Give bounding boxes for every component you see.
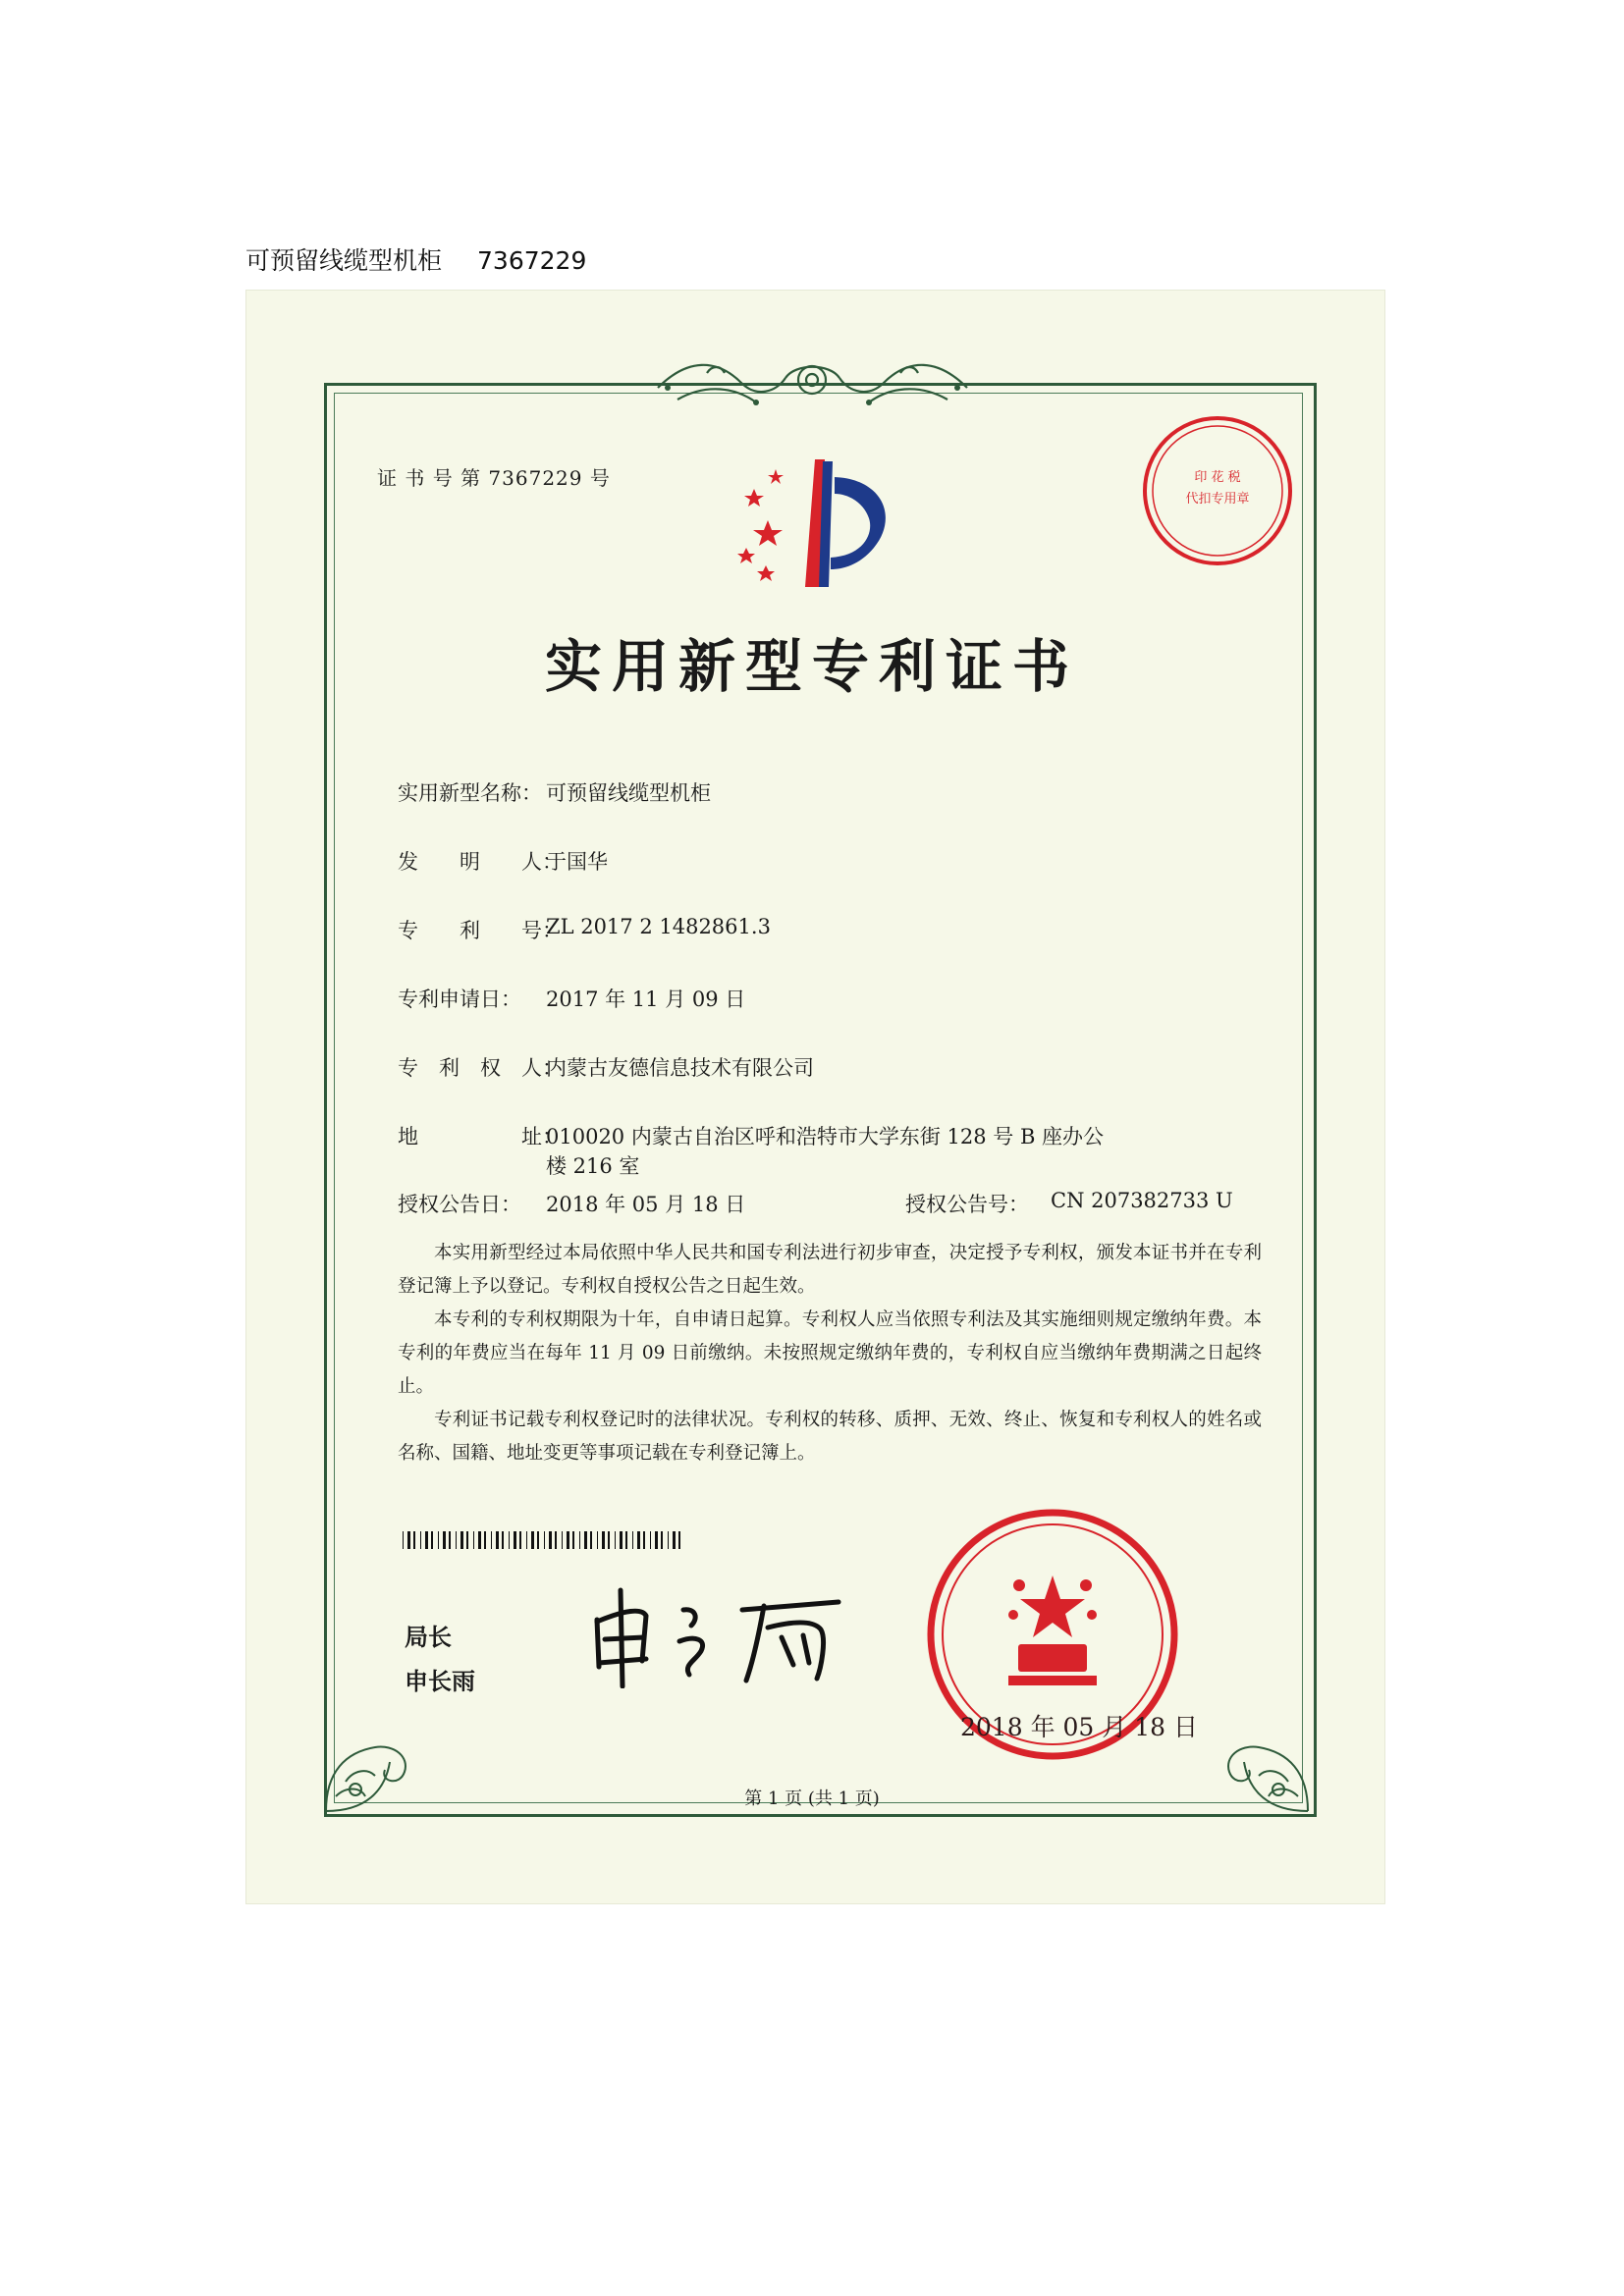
body-paragraph: 专利证书记载专利权登记时的法律状况。专利权的转移、质押、无效、终止、恢复和专利权人的姓名或名称、国籍、地址变更等事项记载在专利登记簿上。 bbox=[398, 1410, 1262, 1464]
barcode-bar bbox=[484, 1531, 486, 1549]
tax-stamp-seal-icon bbox=[1139, 412, 1296, 569]
field-label-address: 地 址： bbox=[398, 1125, 563, 1148]
field-value-patentee: 内蒙古友德信息技术有限公司 bbox=[546, 1056, 814, 1080]
barcode-bar bbox=[425, 1531, 428, 1549]
barcode-bar bbox=[608, 1531, 610, 1549]
barcode-bar bbox=[602, 1531, 605, 1549]
barcode-bar bbox=[403, 1531, 404, 1549]
barcode-bar bbox=[443, 1531, 446, 1549]
barcode-bar bbox=[625, 1531, 627, 1549]
certificate-number: 证 书 号 第 7367229 号 bbox=[377, 466, 611, 490]
barcode-bar bbox=[673, 1531, 676, 1549]
field-label-inventor: 发 明 人： bbox=[398, 850, 563, 874]
seal-date: 2018 年 05 月 18 日 bbox=[960, 1713, 1198, 1741]
field-label-pub-no: 授权公告号： bbox=[905, 1193, 1029, 1216]
barcode-bar bbox=[650, 1531, 651, 1549]
barcode-bar bbox=[555, 1531, 557, 1549]
barcode-bar bbox=[407, 1531, 410, 1549]
caption-title: 可预留线缆型机柜 bbox=[245, 246, 443, 275]
certificate-body bbox=[398, 1237, 1262, 1470]
caption-number: 7367229 bbox=[477, 246, 587, 275]
barcode-bar bbox=[531, 1531, 534, 1549]
barcode-bar bbox=[438, 1531, 439, 1549]
field-value-patent-no: ZL 2017 2 1482861.3 bbox=[546, 915, 771, 938]
barcode-bar bbox=[579, 1531, 580, 1549]
field-value-name: 可预留线缆型机柜 bbox=[546, 781, 711, 805]
barcode-bar bbox=[502, 1531, 504, 1549]
field-value-pub-no: CN 207382733 U bbox=[1051, 1189, 1233, 1212]
barcode-bar bbox=[572, 1531, 574, 1549]
page-footer: 第 1 页 (共 1 页) bbox=[744, 1789, 880, 1809]
barcode-bar bbox=[597, 1531, 598, 1549]
barcode-bar bbox=[431, 1531, 433, 1549]
barcode-bar bbox=[668, 1531, 669, 1549]
director-name: 申长雨 bbox=[405, 1668, 475, 1695]
director-title: 局长 bbox=[405, 1624, 452, 1651]
field-label-grant-date: 授权公告日： bbox=[398, 1193, 521, 1216]
barcode-bar bbox=[678, 1531, 680, 1549]
certificate-title: 实用新型专利证书 bbox=[544, 633, 1079, 700]
barcode-bar bbox=[478, 1531, 481, 1549]
barcode-bar bbox=[420, 1531, 421, 1549]
barcode-bar bbox=[473, 1531, 474, 1549]
barcode-bar bbox=[615, 1531, 616, 1549]
barcode-bar bbox=[496, 1531, 499, 1549]
field-value-address: 010020 内蒙古自治区呼和浩特市大学东街 128 号 B 座办公 bbox=[546, 1125, 1105, 1148]
patent-emblem-icon bbox=[727, 450, 913, 597]
field-value-inventor: 于国华 bbox=[546, 850, 608, 874]
barcode-bar bbox=[460, 1531, 463, 1549]
field-label-patent-no: 专 利 号： bbox=[398, 919, 563, 942]
barcode-bar bbox=[584, 1531, 587, 1549]
field-label-filing-date: 专利申请日： bbox=[398, 988, 521, 1011]
barcode-bar bbox=[562, 1531, 563, 1549]
field-label-name: 实用新型名称： bbox=[398, 781, 542, 805]
barcode-bar bbox=[514, 1531, 516, 1549]
page-caption bbox=[245, 241, 586, 277]
barcode-bar bbox=[456, 1531, 457, 1549]
field-value-address-line2: 楼 216 室 bbox=[546, 1154, 640, 1178]
barcode-bar bbox=[661, 1531, 663, 1549]
barcode-bar bbox=[509, 1531, 510, 1549]
field-label-patentee: 专 利 权 人： bbox=[398, 1056, 563, 1080]
barcode-bar bbox=[637, 1531, 640, 1549]
top-ornament-icon bbox=[648, 348, 977, 412]
barcode-bar bbox=[491, 1531, 492, 1549]
director-signature-icon bbox=[585, 1580, 850, 1688]
barcode-bar bbox=[590, 1531, 592, 1549]
svg-text:印 花 税: 印 花 税 bbox=[1194, 470, 1241, 485]
barcode-bar bbox=[620, 1531, 623, 1549]
body-paragraph: 本实用新型经过本局依照中华人民共和国专利法进行初步审查，决定授予专利权，颁发本证书并在专利登记簿上予以登记。专利权自授权公告之日起生效。 bbox=[398, 1243, 1262, 1297]
barcode-bar bbox=[526, 1531, 527, 1549]
barcode-bar bbox=[567, 1531, 569, 1549]
barcode-bar bbox=[643, 1531, 645, 1549]
body-paragraph: 本专利的专利权期限为十年，自申请日起算。专利权人应当依照专利法及其实施细则规定缴纳年费。本专利的年费应当在每年 11 月 09 日前缴纳。未按照规定缴纳年费的，专利权自应当缴纳年费期满之日起终止。 bbox=[398, 1309, 1262, 1397]
field-value-filing-date: 2017 年 11 月 09 日 bbox=[546, 988, 746, 1011]
barcode-bar bbox=[466, 1531, 468, 1549]
barcode-bar bbox=[655, 1531, 658, 1549]
barcode-icon bbox=[403, 1531, 687, 1549]
barcode-bar bbox=[544, 1531, 545, 1549]
svg-text:代扣专用章: 代扣专用章 bbox=[1185, 492, 1250, 507]
barcode-bar bbox=[549, 1531, 552, 1549]
barcode-bar bbox=[632, 1531, 633, 1549]
barcode-bar bbox=[519, 1531, 521, 1549]
barcode-bar bbox=[413, 1531, 415, 1549]
barcode-bar bbox=[537, 1531, 539, 1549]
barcode-bar bbox=[449, 1531, 451, 1549]
field-value-grant-date: 2018 年 05 月 18 日 bbox=[546, 1193, 746, 1216]
